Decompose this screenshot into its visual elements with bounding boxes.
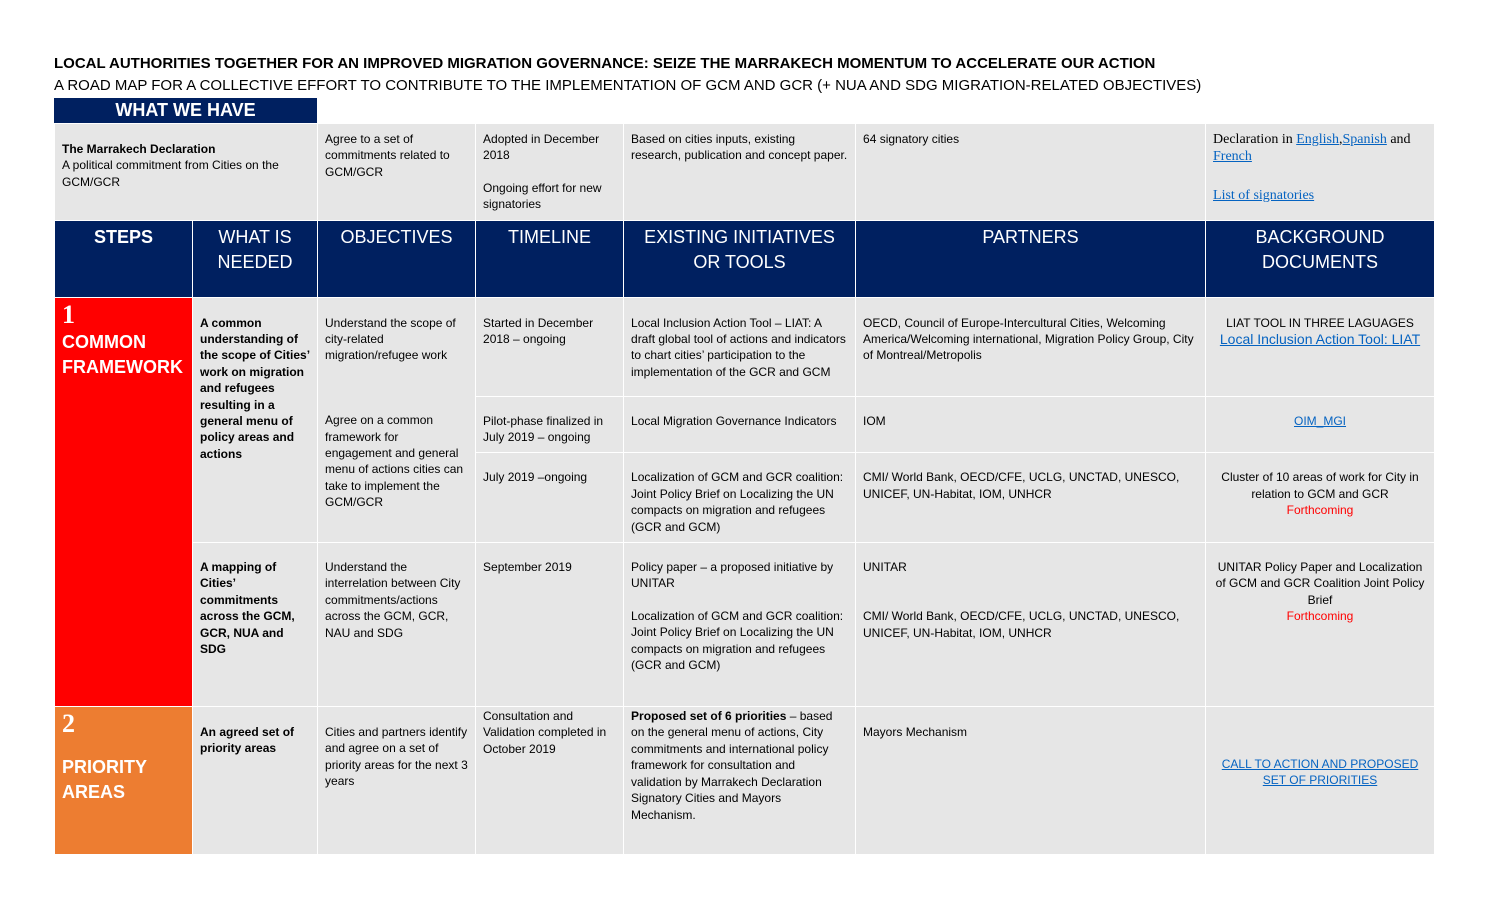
col-steps: STEPS [55,220,193,297]
french-link[interactable]: French [1213,149,1252,164]
roadmap-table [54,123,1435,855]
liat-link[interactable]: Local Inclusion Action Tool: LIAT [1219,331,1421,348]
step1-row4-initiative [624,543,856,707]
step2-cell [55,707,193,855]
step1-row2-timeline: Pilot-phase finalized in July 2019 – ongoing [476,396,624,453]
step1-row2-docs [1206,396,1435,453]
step1-row4-needed: A mapping of Cities’ commitments across the GCM, GCR, NUA and SDG [193,543,318,707]
priorities-bold: Proposed set of 6 priorities [631,709,787,724]
step2-objective: Cities and partners identify and agree on a set of priority areas for the next 3 years [318,707,476,855]
step2-label: PRIORITY AREAS [62,757,147,803]
priorities-rest: – based on the general menu of actions, City commitments and international policy framework for consultation and validation by Marrakech Declaration Signatory Cities and Mayors Mechanism. [631,709,833,822]
declaration-name: The Marrakech Declaration [62,142,216,156]
declaration-timeline [476,124,624,221]
step1-row3-docs [1206,453,1435,543]
call-to-action-link[interactable]: CALL TO ACTION AND PROPOSED SET OF PRIORITIES [1221,757,1419,788]
unitar-policy-initiative: Policy paper – a proposed initiative by UNITAR [631,560,834,591]
step1-row3-initiative: Localization of GCM and GCR coalition: Joint Policy Brief on Localizing the UN compacts on migration and refugees (GCR and GCM) [624,453,856,543]
step1-row1-docs [1206,297,1435,396]
unitar-doc-text: UNITAR Policy Paper and Localization of GCM and GCR Coalition Joint Policy Brief [1215,560,1425,607]
document-title: LOCAL AUTHORITIES TOGETHER FOR AN IMPROVED MIGRATION GOVERNANCE: SEIZE THE MARRAKECH MOMENTUM TO ACCELERATE OUR ACTION [54,55,1156,72]
step1-row4-docs [1206,543,1435,707]
step1-row1-timeline: Started in December 2018 – ongoing [476,297,624,396]
step1-row4-timeline: September 2019 [476,543,624,707]
coalition-initiative: Localization of GCM and GCR coalition: Joint Policy Brief on Localizing the UN compacts on migration and refugees (GCR and GCM) [631,608,844,673]
step2-timeline: Consultation and Validation completed in October 2019 [476,707,624,855]
step1-objective-b: Agree on a common framework for engagement and general menu of actions cities can take to implement the GCM/GCR [318,396,476,542]
signatories-link[interactable]: List of signatories [1213,188,1315,203]
declaration-partners: 64 signatory cities [856,124,1206,221]
col-partners: PARTNERS [856,220,1206,297]
declaration-timeline-adopted: Adopted in December 2018 [483,132,600,163]
step2-partners: Mayors Mechanism [856,707,1206,855]
declaration-timeline-ongoing: Ongoing effort for new signatories [483,180,602,212]
step1-row1-partners: OECD, Council of Europe-Intercultural Cities, Welcoming America/Welcoming international, Migration Policy Group, City of Montreal/Metropolis [856,297,1206,396]
col-timeline: TIMELINE [476,220,624,297]
step2-number: 2 [62,709,75,739]
and-text: and [1390,132,1411,147]
col-objectives: OBJECTIVES [318,220,476,297]
step1-row4 [55,543,1435,707]
unitar-partner: UNITAR [863,560,907,575]
what-we-have-banner: WHAT WE HAVE [54,98,317,123]
step1-row2-initiative: Local Migration Governance Indicators [624,396,856,453]
declaration-docs-prefix: Declaration in [1213,132,1293,147]
english-link[interactable]: English [1296,132,1339,147]
col-docs: BACKGROUND DOCUMENTS [1206,220,1435,297]
declaration-docs [1206,124,1435,221]
step1-row4-objective: Understand the interrelation between City commitments/actions across the GCM, GCR, NAU and SDG [318,543,476,707]
column-header-row [55,220,1435,297]
step1-needed-a: A common understanding of the scope of Cities’ work on migration and refugees resulting in a general menu of policy areas and actions [193,297,318,542]
comma-text: , [1338,132,1343,147]
declaration-cell [55,124,318,221]
liat-doc-text: LIAT TOOL IN THREE LAGUAGES [1226,315,1414,330]
step1-label: COMMON FRAMEWORK [62,331,183,377]
col-initiatives: EXISTING INITIATIVES OR TOOLS [624,220,856,297]
step1-cell [55,297,193,706]
step1-row4-partners [856,543,1206,707]
document-subtitle: A ROAD MAP FOR A COLLECTIVE EFFORT TO CONTRIBUTE TO THE IMPLEMENTATION OF GCM AND GCR (+ NUA AND SDG MIGRATION-RELATED OBJECTIVES) [54,77,1202,94]
step1-row1-initiative: Local Inclusion Action Tool – LIAT: A draft global tool of actions and indicators to chart cities’ participation to the implementation of the GCR and GCM [624,297,856,396]
step1-row3-timeline: July 2019 –ongoing [476,453,624,543]
col-needed: WHAT IS NEEDED [193,220,318,297]
declaration-objective: Agree to a set of commitments related to GCM/GCR [318,124,476,221]
step1-objective-a: Understand the scope of city-related migration/refugee work [318,297,476,396]
declaration-initiatives: Based on cities inputs, existing research, publication and concept paper. [624,124,856,221]
oim-mgi-link[interactable]: OIM_MGI [1294,413,1347,428]
step1-number: 1 [62,299,75,329]
step1-row2-partners: IOM [856,396,1206,453]
step2-needed: An agreed set of priority areas [193,707,318,855]
step2-docs [1206,707,1435,855]
spanish-link[interactable]: Spanish [1342,132,1387,147]
cluster-doc-text: Cluster of 10 areas of work for City in relation to GCM and GCR [1221,470,1419,501]
coalition-partners: CMI/ World Bank, OECD/CFE, UCLG, UNCTAD, UNESCO, UNICEF, UN-Habitat, IOM, UNHCR [863,609,1180,640]
cluster-doc-status: Forthcoming [1286,503,1354,518]
step2-row [55,707,1435,855]
marrakech-declaration-row [55,124,1435,221]
unitar-doc-status: Forthcoming [1286,609,1354,624]
step2-initiative [624,707,856,855]
step1-row3-partners: CMI/ World Bank, OECD/CFE, UCLG, UNCTAD, UNESCO, UNICEF, UN-Habitat, IOM, UNHCR [856,453,1206,543]
step1-row1 [55,297,1435,396]
declaration-desc: A political commitment from Cities on the GCM/GCR [62,158,279,189]
